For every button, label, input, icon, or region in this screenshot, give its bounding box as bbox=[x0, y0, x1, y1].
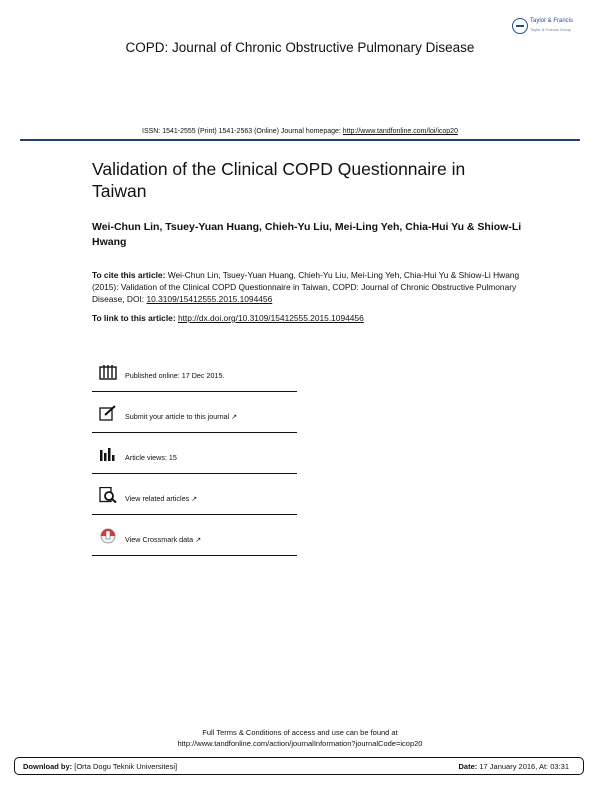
article-link-url[interactable]: http://dx.doi.org/10.3109/15412555.2015.1094456 bbox=[177, 313, 364, 323]
download-by-label: Download by: bbox=[23, 762, 73, 771]
external-link-icon: ↗ bbox=[195, 537, 202, 544]
calendar-icon bbox=[99, 364, 117, 380]
citation-block bbox=[92, 269, 522, 305]
terms-text: Full Terms & Conditions of access and use can be found at bbox=[202, 728, 398, 737]
external-link-icon: ↗ bbox=[191, 496, 198, 503]
download-info-bar bbox=[14, 757, 584, 775]
citation-doi-link[interactable]: 10.3109/15412555.2015.1094456 bbox=[146, 294, 273, 304]
article-title: Validation of the Clinical COPD Questionnaire in Taiwan bbox=[92, 159, 466, 201]
issn-line bbox=[0, 128, 600, 135]
issn-text: ISSN: 1541-2555 (Print) 1541-2563 (Online) Journal homepage: bbox=[142, 128, 341, 135]
divider bbox=[92, 555, 297, 556]
related-articles-label: View related articles bbox=[125, 494, 190, 503]
publisher-logo-icon bbox=[512, 18, 528, 34]
journal-title: COPD: Journal of Chronic Obstructive Pulmonary Disease bbox=[125, 40, 475, 55]
search-document-icon bbox=[99, 487, 117, 503]
download-date-value: 17 January 2016, At: 03:31 bbox=[479, 762, 569, 771]
related-articles-row[interactable] bbox=[92, 473, 297, 514]
download-by-value: [Orta Dogu Teknik Universitesi] bbox=[74, 762, 178, 771]
crossmark-link[interactable] bbox=[125, 535, 201, 544]
edit-icon bbox=[99, 405, 117, 421]
article-authors: Wei-Chun Lin, Tsuey-Yuan Huang, Chieh-Yu Liu, Mei-Ling Yeh, Chia-Hui Yu & Shiow-Li Hwang bbox=[92, 221, 522, 248]
published-date: Published online: 17 Dec 2015. bbox=[125, 371, 225, 380]
publisher-name: Taylor & Francis bbox=[530, 18, 574, 24]
article-link-label: To link to this article: bbox=[92, 313, 176, 323]
article-link-block bbox=[92, 313, 522, 323]
journal-homepage-link[interactable]: http://www.tandfonline.com/loi/icop20 bbox=[342, 128, 458, 135]
citation-label: To cite this article: bbox=[92, 270, 166, 280]
external-link-icon: ↗ bbox=[231, 414, 238, 421]
publisher-logo bbox=[512, 16, 586, 36]
citation-text: Wei-Chun Lin, Tsuey-Yuan Huang, Chieh-Yu Liu, Mei-Ling Yeh, Chia-Hui Yu & Shiow-Li Hwang (2015): Validation of the Clinical COPD Questionnaire in Taiwan, COPD: Journal of Chronic Obstructive Pulmonary Disease, DOI: bbox=[92, 270, 520, 304]
download-by bbox=[23, 762, 177, 771]
publisher-tagline: Taylor & Francis Group bbox=[530, 27, 571, 32]
related-articles-link[interactable] bbox=[125, 494, 197, 503]
bar-chart-icon bbox=[99, 446, 117, 462]
submit-article-label: Submit your article to this journal bbox=[125, 412, 230, 421]
download-date-label: Date: bbox=[458, 762, 478, 771]
submit-article-row[interactable] bbox=[92, 391, 297, 432]
crossmark-icon bbox=[99, 528, 117, 544]
download-date bbox=[458, 762, 569, 771]
article-views: Article views: 15 bbox=[125, 453, 177, 462]
views-row bbox=[92, 432, 297, 473]
crossmark-label: View Crossmark data bbox=[125, 535, 194, 544]
terms-url[interactable]: http://www.tandfonline.com/action/journalInformation?journalCode=icop20 bbox=[177, 739, 423, 748]
header-rule bbox=[20, 139, 580, 141]
crossmark-row[interactable] bbox=[92, 514, 297, 555]
submit-article-link[interactable] bbox=[125, 412, 237, 421]
published-row bbox=[92, 350, 297, 391]
